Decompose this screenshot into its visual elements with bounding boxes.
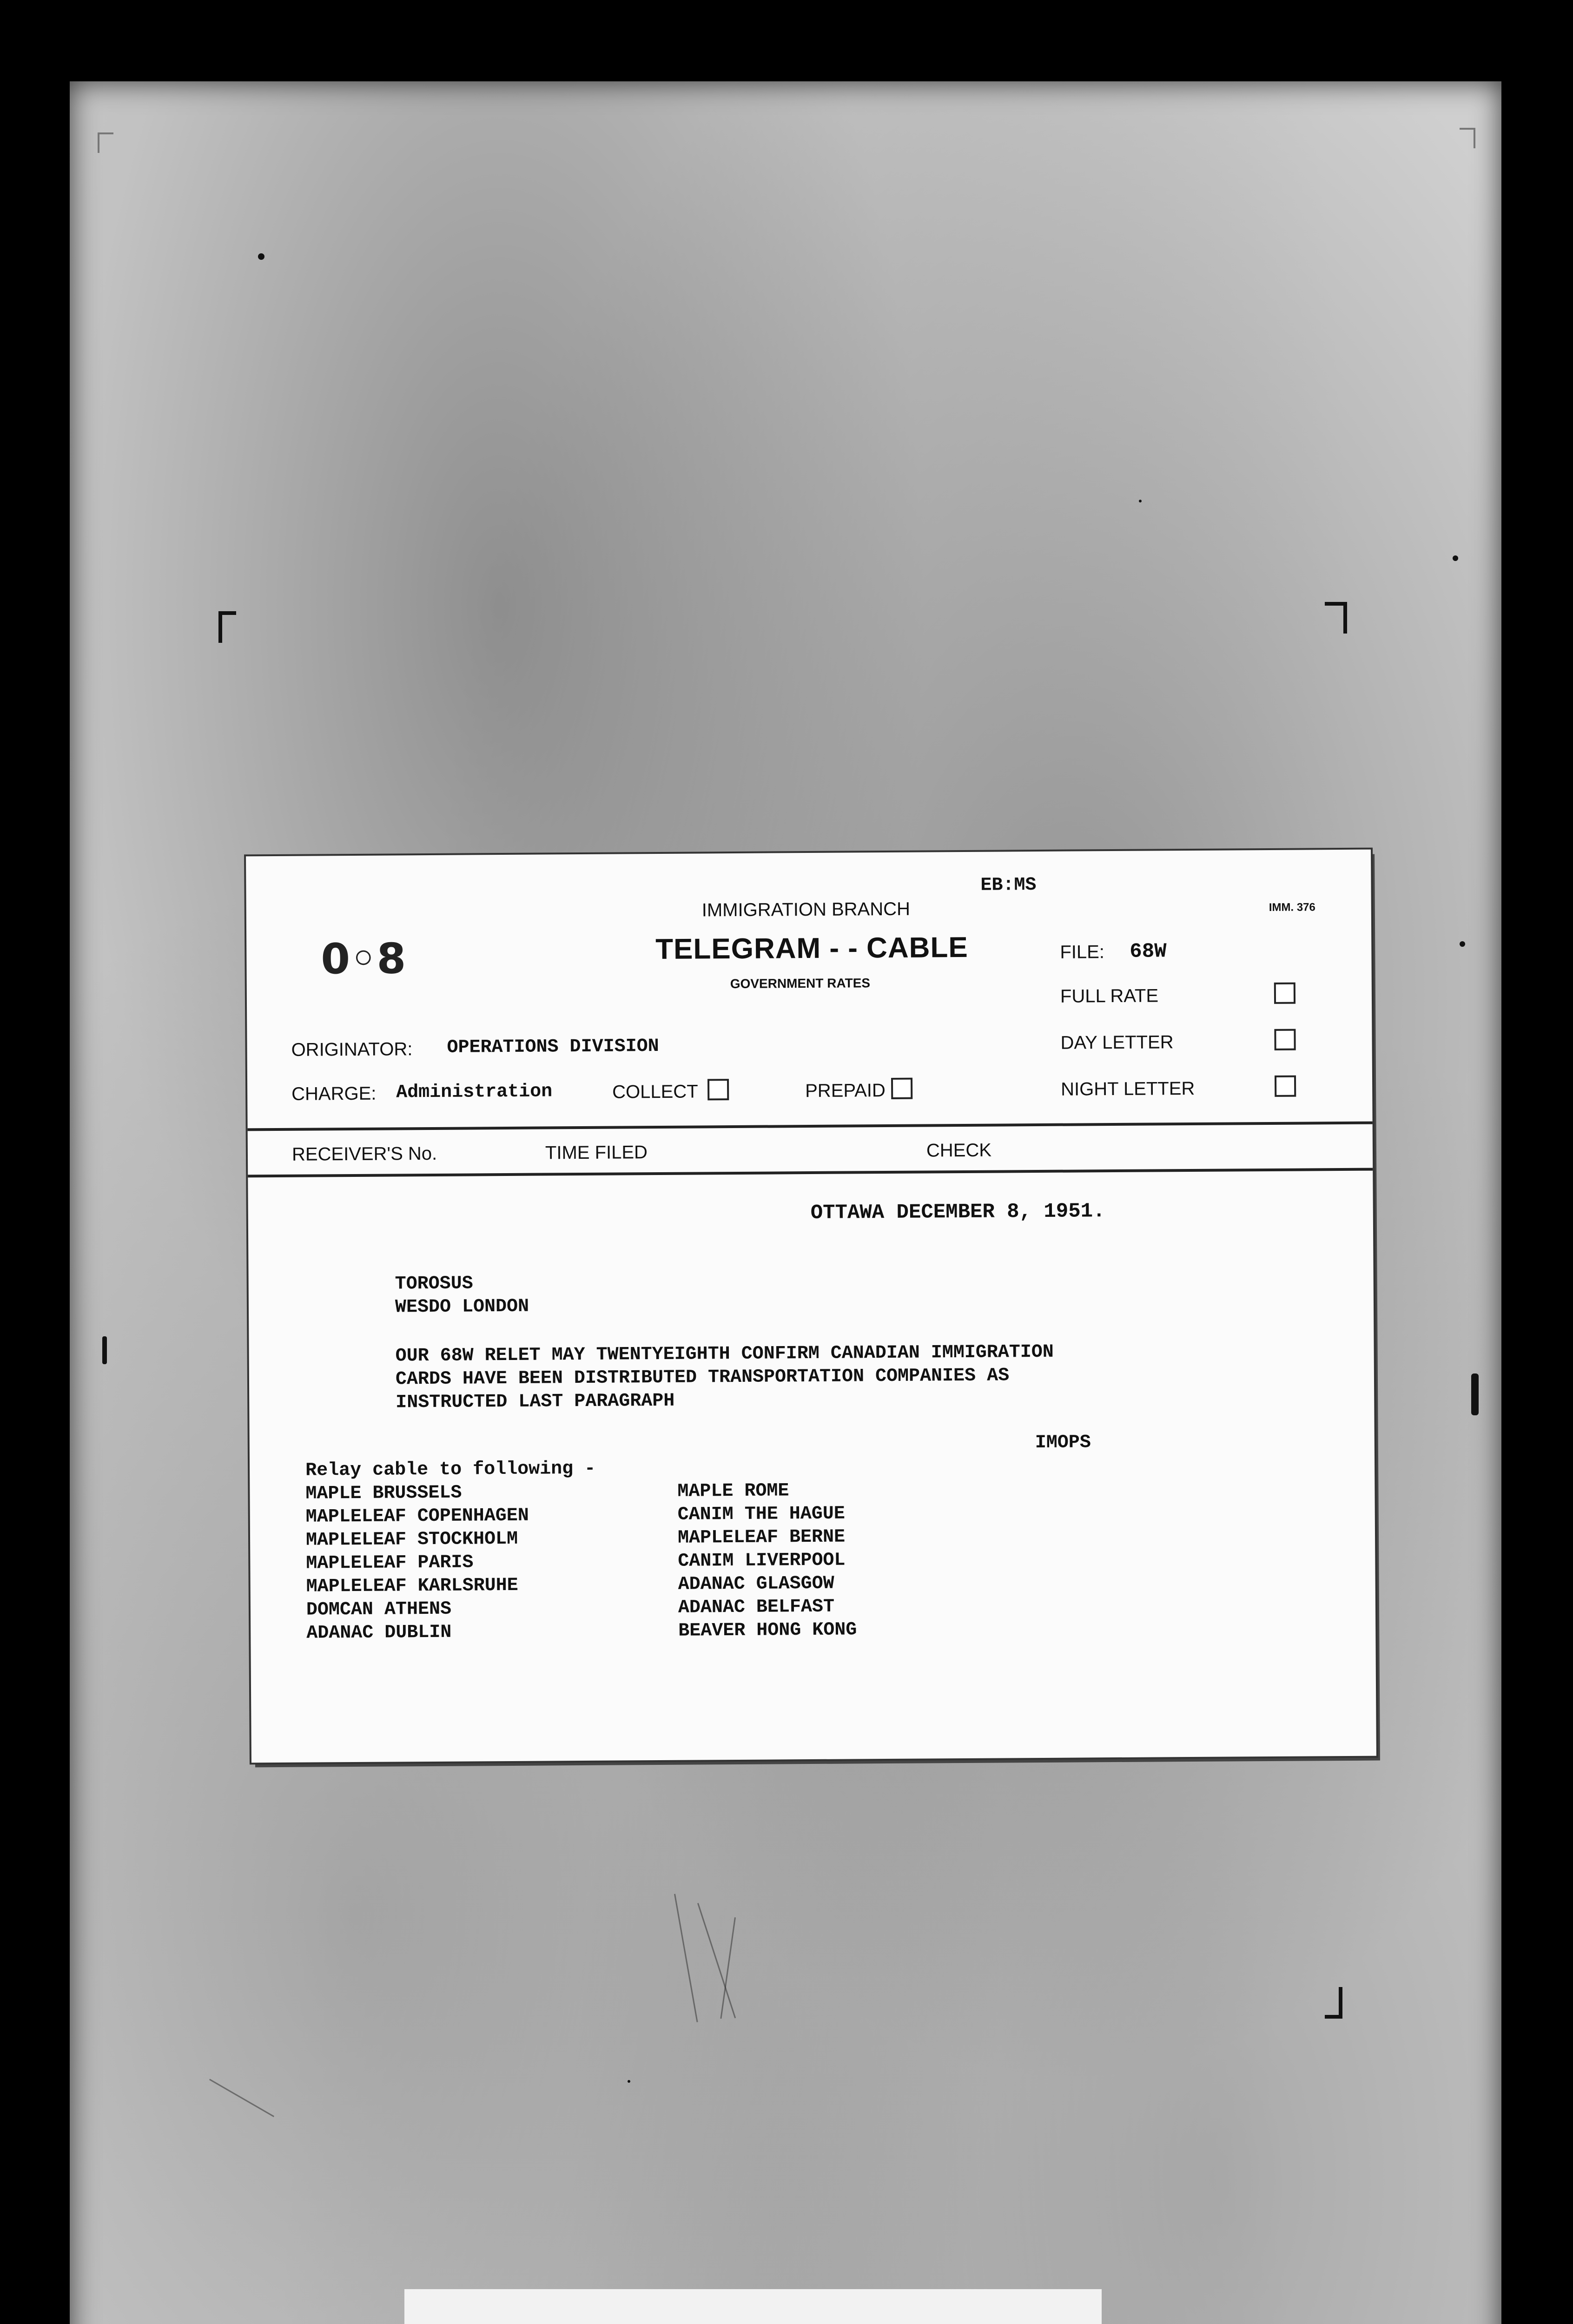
night-letter-checkbox[interactable]: [1275, 1076, 1296, 1097]
typist-initials: EB:MS: [980, 875, 1037, 896]
speck: [1471, 1373, 1479, 1415]
archives-label-tab: [404, 2289, 1102, 2324]
relay-right-item: BEAVER HONG KONG: [678, 1619, 857, 1642]
addressee-line: TOROSUS: [395, 1273, 473, 1295]
full-rate-label: FULL RATE: [1060, 985, 1159, 1007]
relay-left-item: DOMCAN ATHENS: [306, 1598, 452, 1621]
form-title: TELEGRAM - - CABLE: [655, 931, 968, 966]
dateline: OTTAWA DECEMBER 8, 1951.: [810, 1200, 1105, 1225]
file-value: 68W: [1130, 940, 1167, 964]
relay-right-item: MAPLELEAF BERNE: [677, 1526, 846, 1549]
prepaid-checkbox[interactable]: [891, 1078, 912, 1099]
speck: [1453, 555, 1458, 561]
telegram-form: [246, 850, 1376, 1763]
message-line: INSTRUCTED LAST PARAGRAPH: [396, 1390, 675, 1413]
full-rate-checkbox[interactable]: [1274, 983, 1295, 1004]
corner-mark-top-right: [1325, 602, 1347, 634]
relay-left-item: MAPLELEAF PARIS: [306, 1552, 474, 1574]
corner-mark-top-edge-right: [1460, 128, 1475, 148]
charge-label: CHARGE:: [291, 1083, 377, 1104]
check-label: CHECK: [926, 1140, 992, 1161]
collect-label: COLLECT: [612, 1081, 698, 1103]
file-label: FILE:: [1060, 942, 1105, 963]
rates-label: GOVERNMENT RATES: [730, 976, 871, 991]
relay-heading: Relay cable to following -: [305, 1458, 596, 1481]
message-line: CARDS HAVE BEEN DISTRIBUTED TRANSPORTATION COMPANIES AS: [395, 1365, 1010, 1390]
speck: [628, 2080, 630, 2083]
relay-left-item: MAPLE BRUSSELS: [305, 1482, 462, 1505]
divider-top: [248, 1122, 1373, 1131]
speck: [1139, 500, 1142, 502]
relay-left-item: MAPLELEAF KARLSRUHE: [306, 1575, 518, 1598]
relay-right-item: ADANAC GLASGOW: [678, 1573, 834, 1595]
relay-left-item: ADANAC DUBLIN: [306, 1622, 452, 1644]
relay-right-item: CANIM LIVERPOOL: [678, 1550, 846, 1572]
message-line: OUR 68W RELET MAY TWENTYEIGHTH CONFIRM CANADIAN IMMIGRATION: [395, 1341, 1054, 1367]
relay-left-item: MAPLELEAF STOCKHOLM: [305, 1528, 518, 1551]
collect-checkbox[interactable]: [707, 1079, 729, 1100]
divider-bottom: [248, 1168, 1373, 1178]
charge-value: Administration: [396, 1081, 553, 1103]
day-letter-label: DAY LETTER: [1060, 1032, 1174, 1053]
form-number: IMM. 376: [1269, 901, 1315, 914]
receiver-label: RECEIVER'S No.: [291, 1143, 437, 1165]
addressee-line: WESDO LONDON: [395, 1296, 529, 1318]
branch-name: IMMIGRATION BRANCH: [701, 898, 911, 921]
corner-mark-bottom-right: [1325, 1987, 1342, 2019]
speck: [1460, 941, 1465, 947]
prepaid-label: PREPAID: [805, 1080, 886, 1102]
originator-label: ORIGINATOR:: [291, 1039, 413, 1060]
originator-value: OPERATIONS DIVISION: [447, 1036, 659, 1058]
relay-right-item: CANIM THE HAGUE: [677, 1503, 845, 1525]
time-filed-label: TIME FILED: [545, 1142, 648, 1163]
corner-mark-top-left: [218, 611, 236, 643]
relay-left-item: MAPLELEAF COPENHAGEN: [305, 1505, 529, 1528]
corner-mark-top-edge: [98, 132, 113, 153]
signature: IMOPS: [1035, 1432, 1091, 1454]
speck: [258, 253, 264, 260]
night-letter-label: NIGHT LETTER: [1061, 1078, 1195, 1100]
file-stamp: 0◦8: [321, 934, 406, 984]
relay-right-item: ADANAC BELFAST: [678, 1596, 835, 1618]
relay-right-item: MAPLE ROME: [677, 1480, 789, 1502]
day-letter-checkbox[interactable]: [1274, 1029, 1295, 1050]
speck: [102, 1336, 107, 1364]
